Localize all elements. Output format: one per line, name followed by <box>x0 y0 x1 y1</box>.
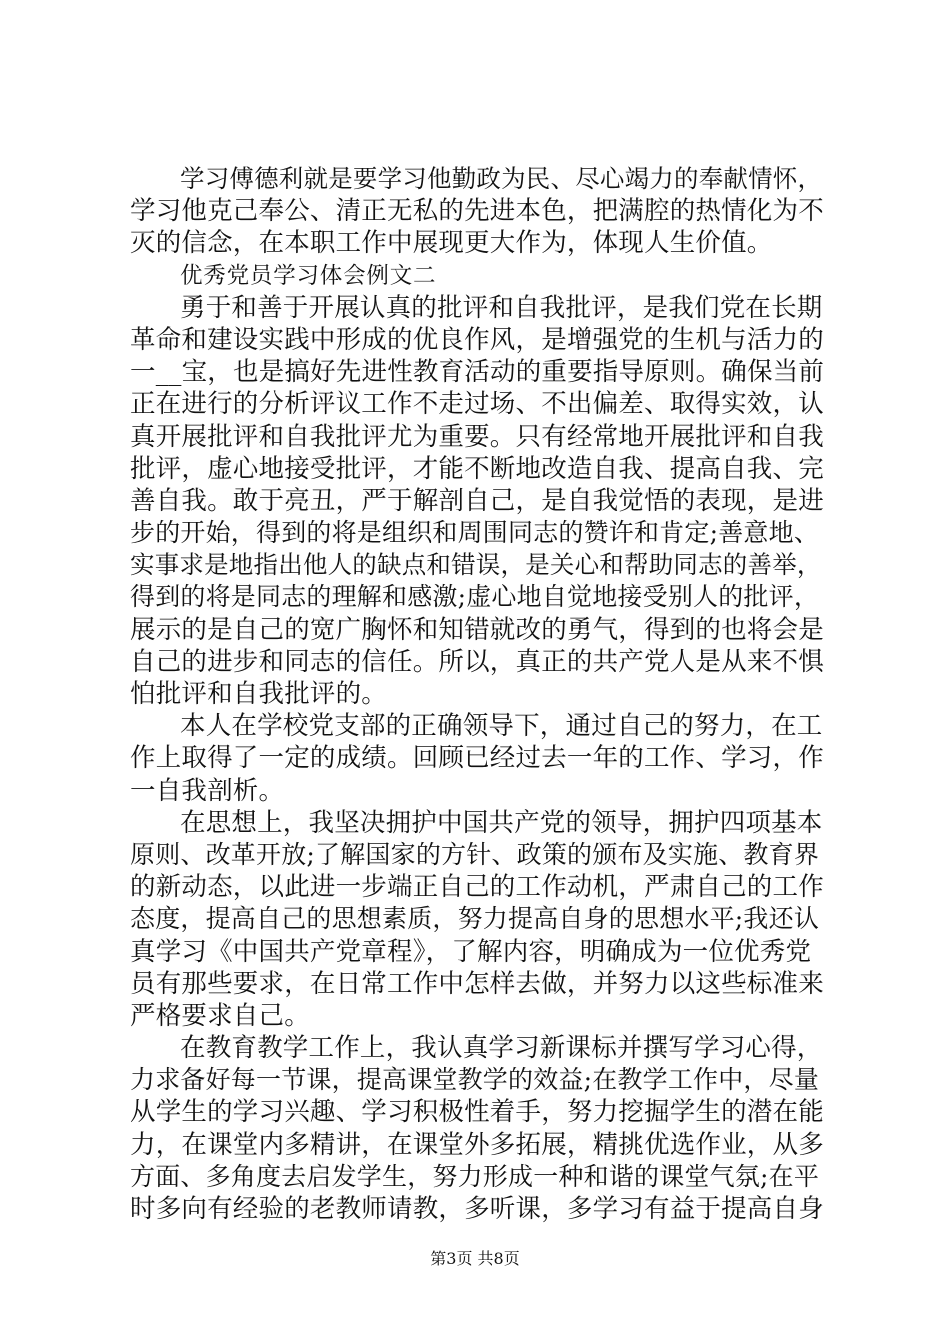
text-line: 正在进行的分析评议工作不走过场、不出偏差、取得实效，认 <box>130 389 824 420</box>
text-line: 的新动态，以此进一步端正自己的工作动机，严肃自己的工作 <box>130 872 824 903</box>
text-line: 批评，虚心地接受批评，才能不断地改造自我、提高自我、完 <box>130 453 824 484</box>
text-line: 勇于和善于开展认真的批评和自我批评，是我们党在长期 <box>180 292 823 323</box>
text-line: 灭的信念，在本职工作中展现更大作为，体现人生价值。 <box>130 228 773 259</box>
text-line: 得到的将是同志的理解和感激;虚心地自觉地接受别人的批评， <box>130 582 820 612</box>
text-line: 力，在课堂内多精讲，在课堂外多拓展，精挑优选作业，从多 <box>130 1129 824 1160</box>
text-line: 时多向有经验的老教师请教，多听课，多学习有益于提高自身 <box>130 1194 824 1224</box>
text-line: 态度，提高自己的思想素质，努力提高自身的思想水平;我还认 <box>130 904 820 934</box>
text-line: 一自我剖析。 <box>130 775 285 806</box>
document-body <box>130 163 830 1225</box>
text-line: 在教育教学工作上，我认真学习新课标并撰写学习心得， <box>180 1033 823 1064</box>
text-line: 作上取得了一定的成绩。回顾已经过去一年的工作、学习，作 <box>130 743 824 774</box>
text-line: 革命和建设实践中形成的优良作风，是增强党的生机与活力的 <box>130 324 824 355</box>
section-heading: 优秀党员学习体会例文二 <box>180 262 437 289</box>
text-line: 步的开始，得到的将是组织和周围同志的赞许和肯定;善意地、 <box>130 518 820 548</box>
text-line: 原则、改革开放;了解国家的方针、政策的颁布及实施、教育界 <box>130 839 820 869</box>
text-line: 自己的进步和同志的信任。所以，真正的共产党人是从来不惧 <box>130 646 824 677</box>
text-line: 实事求是地指出他人的缺点和错误，是关心和帮助同志的善举， <box>130 550 822 580</box>
text-line: 怕批评和自我批评的。 <box>130 679 388 709</box>
page-number-footer: 第3页 共8页 <box>430 1249 520 1268</box>
text-line: 从学生的学习兴趣、学习积极性着手，努力挖掘学生的潜在能 <box>130 1097 824 1128</box>
text-line: 严格要求自己。 <box>130 1000 310 1031</box>
text-line: 力求备好每一节课，提高课堂教学的效益;在教学工作中，尽量 <box>130 1065 820 1095</box>
text-line: 方面、多角度去启发学生，努力形成一种和谐的课堂气氛;在平 <box>130 1161 820 1191</box>
text-line: 一__宝，也是搞好先进性教育活动的重要指导原则。确保当前 <box>130 357 825 388</box>
text-line: 真学习《中国共产党章程》，了解内容，明确成为一位优秀党 <box>130 936 812 967</box>
text-line: 学习他克己奉公、清正无私的先进本色，把满腔的热情化为不 <box>130 196 824 227</box>
text-line: 展示的是自己的宽广胸怀和知错就改的勇气，得到的也将会是 <box>130 614 824 645</box>
text-line: 学习傅德利就是要学习他勤政为民、尽心竭力的奉献情怀， <box>180 164 823 193</box>
text-line: 真开展批评和自我批评尤为重要。只有经常地开展批评和自我 <box>130 421 824 452</box>
text-line: 在思想上，我坚决拥护中国共产党的领导，拥护四项基本 <box>180 807 823 838</box>
text-line: 员有那些要求，在日常工作中怎样去做，并努力以这些标准来 <box>130 968 824 999</box>
text-line: 善自我。敢于亮丑，严于解剖自己，是自我觉悟的表现，是进 <box>130 485 824 516</box>
text-line: 本人在学校党支部的正确领导下，通过自己的努力，在工 <box>180 711 823 742</box>
